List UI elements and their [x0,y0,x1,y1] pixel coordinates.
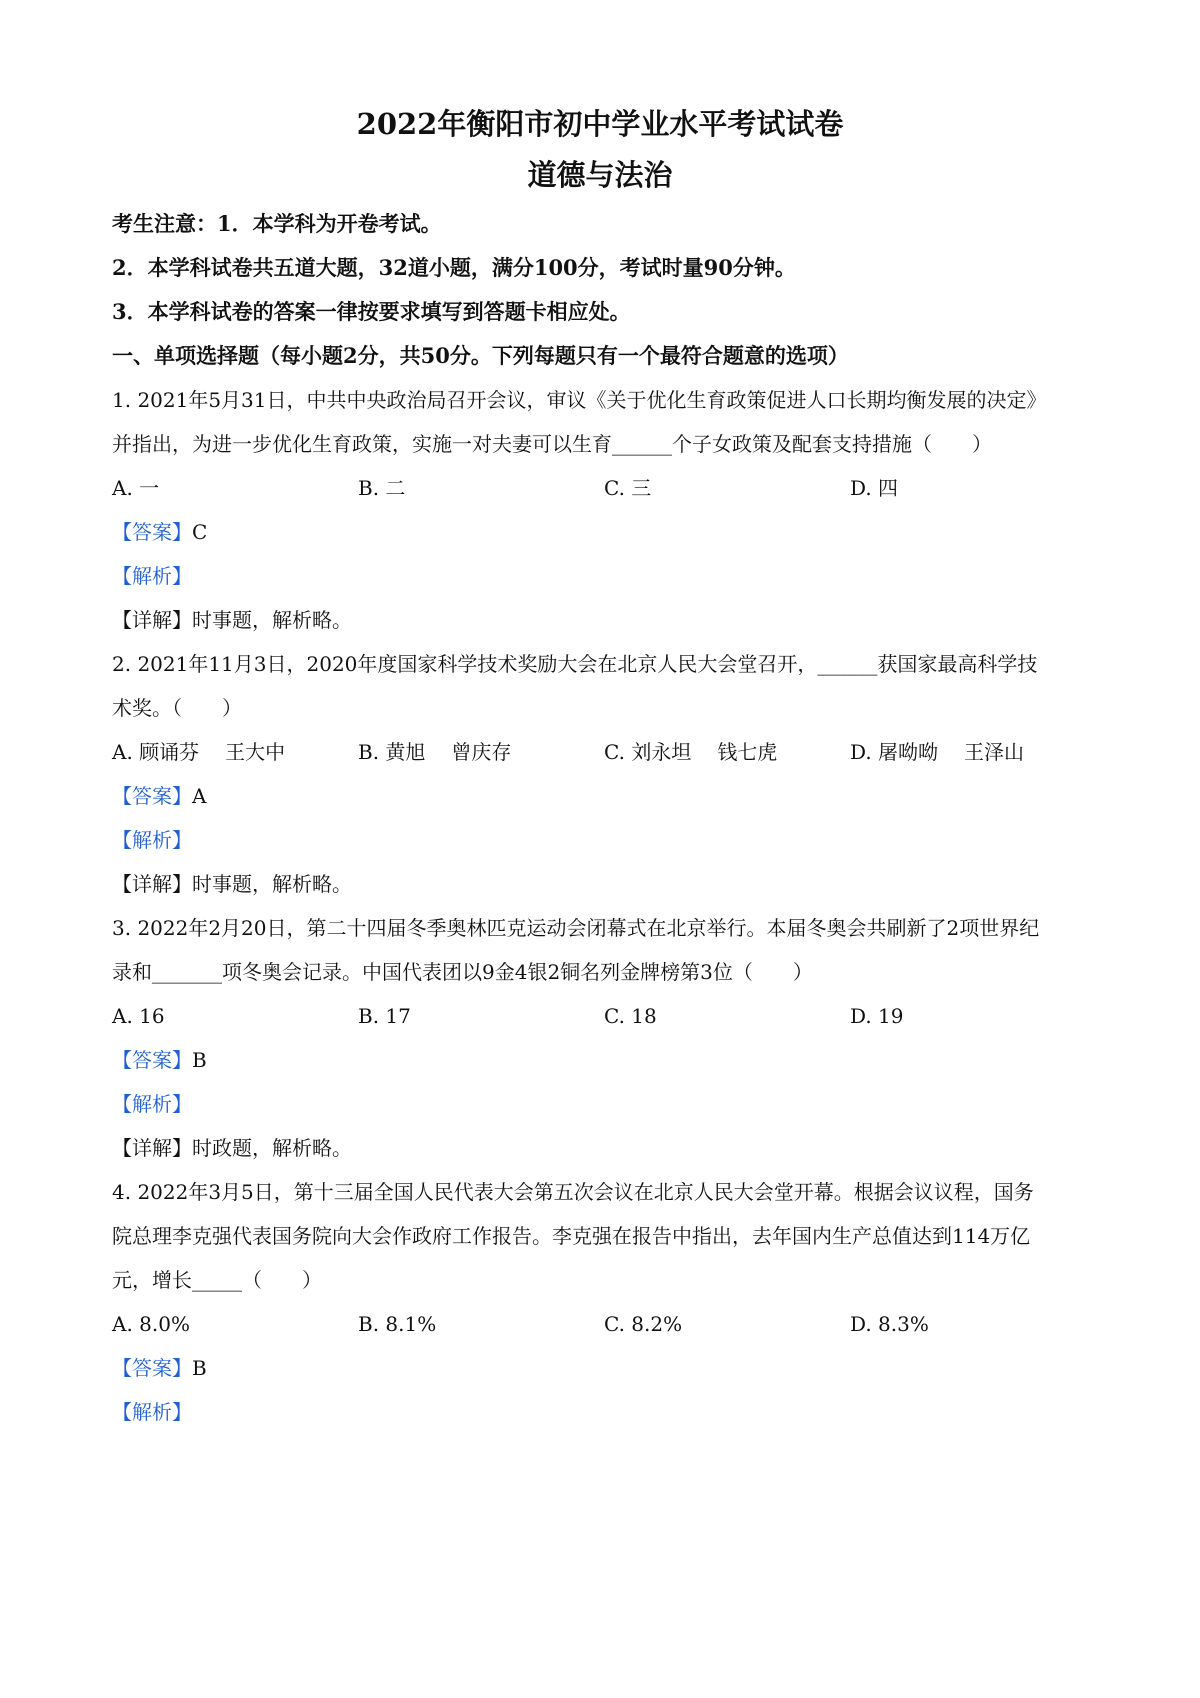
analysis-tag: 【解析】 [112,564,192,588]
notice-line-1: 考生注意：1．本学科为开卷考试。 [112,211,442,236]
question-3-answer [112,1046,207,1074]
question-3-analysis [112,1090,192,1118]
analysis-tag: 【解析】 [112,828,192,852]
question-1-analysis [112,562,192,590]
question-1-detail: 【详解】时事题，解析略。 [112,608,352,632]
answer-value: B [192,1048,207,1072]
analysis-tag: 【解析】 [112,1092,192,1116]
question-4-option-c: C. 8.2% [604,1312,683,1336]
question-2-option-b: B. 黄旭 曾庆存 [358,740,512,764]
analysis-tag: 【解析】 [112,1400,192,1424]
notice-line-2: 2．本学科试卷共五道大题，32道小题，满分100分，考试时量90分钟。 [112,255,796,280]
question-2-stem-line-1: 2. 2021年11月3日，2020年度国家科学技术奖励大会在北京人民大会堂召开，______获国家最高科学技 [112,652,1038,676]
question-3-stem-line-1: 3. 2022年2月20日，第二十四届冬季奥林匹克运动会闭幕式在北京举行。本届冬奥会共刷新了2项世界纪 [112,916,1040,940]
question-2-analysis [112,826,192,854]
question-2-option-d: D. 屠呦呦 王泽山 [850,740,1025,764]
question-4-option-a: A. 8.0% [112,1312,190,1336]
question-2-answer [112,782,206,810]
question-1-option-d: D. 四 [850,476,899,500]
question-3-stem-line-2: 录和_______项冬奥会记录。中国代表团以9金4银2铜名列金牌榜第3位（ ） [112,960,813,984]
question-1-stem-line-2: 并指出，为进一步优化生育政策，实施一对夫妻可以生育______个子女政策及配套支持措施（ ） [112,432,992,456]
answer-tag: 【答案】 [112,784,192,808]
answer-value: A [192,784,207,808]
question-4-analysis [112,1398,192,1426]
question-1-option-c: C. 三 [604,476,652,500]
question-2-option-c: C. 刘永坦 钱七虎 [604,740,778,764]
question-4-stem-line-1: 4. 2022年3月5日，第十三届全国人民代表大会第五次会议在北京人民大会堂开幕。根据会议议程，国务 [112,1180,1034,1204]
question-3-option-d: D. 19 [850,1004,904,1028]
answer-value: B [192,1356,207,1380]
question-1-stem-line-1: 1. 2021年5月31日，中共中央政治局召开会议，审议《关于优化生育政策促进人口长期均衡发展的决定》 [112,388,1047,412]
section-header: 一、单项选择题（每小题2分，共50分。下列每题只有一个最符合题意的选项） [112,343,849,368]
question-1-answer [112,518,207,546]
question-4-answer [112,1354,207,1382]
question-2-option-a: A. 顾诵芬 王大中 [112,740,286,764]
page-title: 2022年衡阳市初中学业水平考试试卷 [356,107,844,141]
page-subtitle: 道德与法治 [527,158,673,192]
question-4-option-d: D. 8.3% [850,1312,929,1336]
notice-line-3: 3．本学科试卷的答案一律按要求填写到答题卡相应处。 [112,299,631,324]
answer-tag: 【答案】 [112,520,192,544]
question-3-option-a: A. 16 [112,1004,165,1028]
answer-tag: 【答案】 [112,1356,192,1380]
question-1-option-a: A. 一 [112,476,160,500]
question-4-option-b: B. 8.1% [358,1312,437,1336]
question-3-option-b: B. 17 [358,1004,411,1028]
question-2-detail: 【详解】时事题，解析略。 [112,872,352,896]
question-4-stem-line-3: 元，增长_____（ ） [112,1268,322,1292]
answer-value: C [192,520,208,544]
question-2-stem-line-2: 术奖。（ ） [112,696,242,720]
question-1-option-b: B. 二 [358,476,406,500]
answer-tag: 【答案】 [112,1048,192,1072]
question-3-option-c: C. 18 [604,1004,657,1028]
question-4-stem-line-2: 院总理李克强代表国务院向大会作政府工作报告。李克强在报告中指出，去年国内生产总值达到114万亿 [112,1224,1031,1248]
question-3-detail: 【详解】时政题，解析略。 [112,1136,352,1160]
